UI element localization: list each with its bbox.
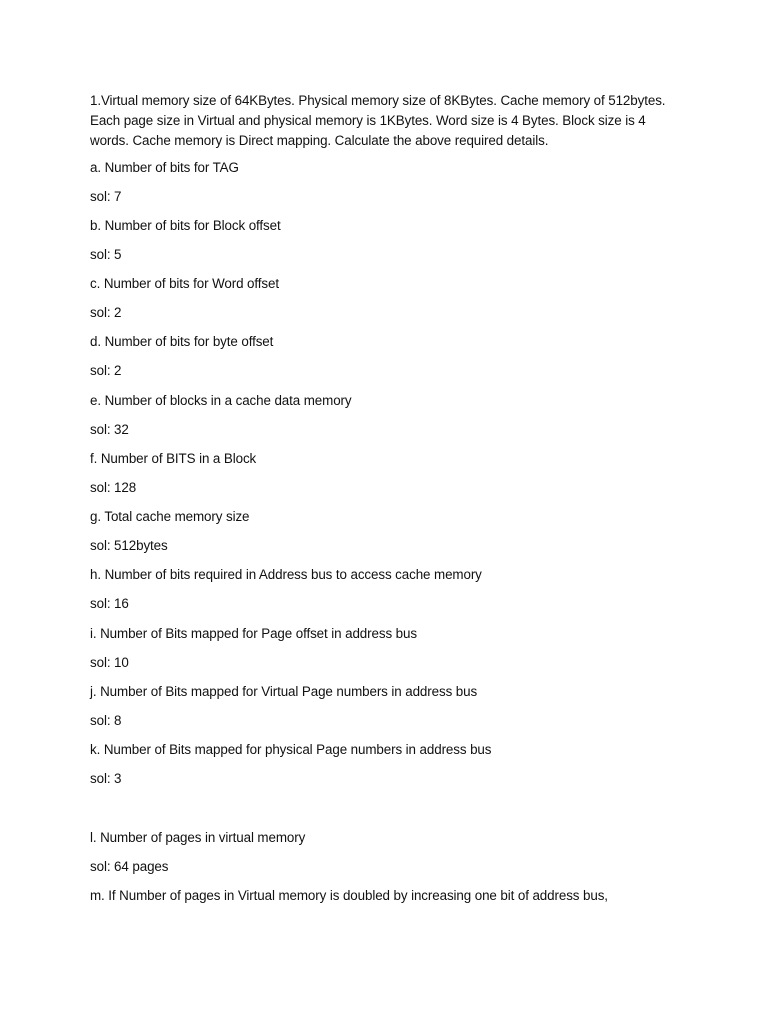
question-j: j. Number of Bits mapped for Virtual Page numbers in address bus [90, 684, 478, 699]
question-d: d. Number of bits for byte offset [90, 334, 274, 349]
question-l: l. Number of pages in virtual memory [90, 830, 306, 845]
answer-j: sol: 8 [90, 713, 122, 728]
answer-b: sol: 5 [90, 247, 122, 262]
question-b: b. Number of bits for Block offset [90, 218, 281, 233]
answer-c: sol: 2 [90, 305, 122, 320]
question-m: m. If Number of pages in Virtual memory is doubled by increasing one bit of address bus, [90, 888, 608, 903]
answer-g: sol: 512bytes [90, 538, 168, 553]
question-i: i. Number of Bits mapped for Page offset in address bus [90, 626, 417, 641]
answer-f: sol: 128 [90, 480, 137, 495]
question-k: k. Number of Bits mapped for physical Page numbers in address bus [90, 742, 492, 757]
answer-e: sol: 32 [90, 422, 129, 437]
answer-i: sol: 10 [90, 655, 129, 670]
question-e: e. Number of blocks in a cache data memory [90, 393, 352, 408]
question-f: f. Number of BITS in a Block [90, 451, 257, 466]
answer-a: sol: 7 [90, 189, 122, 204]
answer-l: sol: 64 pages [90, 859, 169, 874]
question-g: g. Total cache memory size [90, 509, 250, 524]
answer-d: sol: 2 [90, 363, 122, 378]
problem-statement: 1.Virtual memory size of 64KBytes. Physical memory size of 8KBytes. Cache memory of 512bytes. Each page size in Virtual and physical memory is 1KBytes. Word size is 4 Bytes. Block size is 4 words. Cache memory is Direct mapping. Calculate the above required details. [90, 93, 666, 148]
answer-k: sol: 3 [90, 771, 122, 786]
answer-h: sol: 16 [90, 596, 129, 611]
question-c: c. Number of bits for Word offset [90, 276, 279, 291]
question-a: a. Number of bits for TAG [90, 160, 239, 175]
question-h: h. Number of bits required in Address bus to access cache memory [90, 567, 482, 582]
